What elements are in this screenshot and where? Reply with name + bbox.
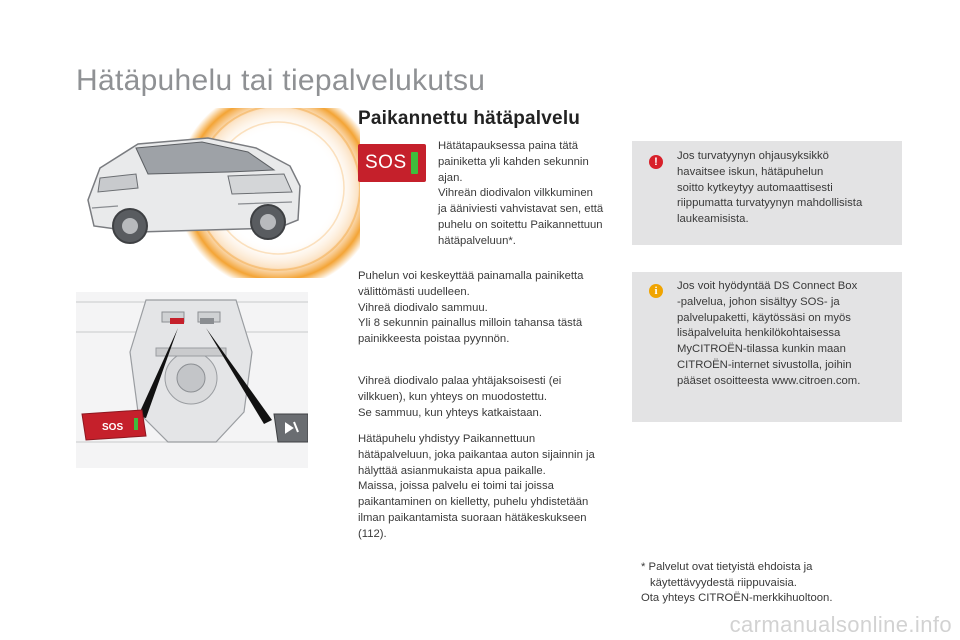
text-line: vilkkuen), kun yhteys on muodostettu. [358,390,548,403]
text-line: hätäpalveluun, joka paikantaa auton sijainnin ja [358,448,595,461]
info-box [632,272,902,422]
text-line: palvelupaketti, käytössäsi on myös [677,311,851,324]
text-line: paikantaminen on kielletty, puhelu yhdistetään [358,496,589,509]
text-line: pääset osoitteesta www.citroen.com. [677,374,861,387]
sos-description [438,139,603,250]
text-line: puhelu on soitettu Paikannettuun [438,218,603,231]
text-line: ja ääniviesti vahvistavat sen, että [438,203,604,216]
text-line: soitto kytkeytyy automaattisesti [677,181,833,194]
text-line: Vihreän diodivalon vilkkuminen [438,187,593,200]
text-line: lisäpalveluita henkilökohtaisessa [677,327,841,340]
text-line: painiketta yli kahden sekunnin [438,155,589,168]
text-line: ilman paikantamista suoraan hätäkeskukseen [358,511,587,524]
page-title: Hätäpuhelu tai tiepalvelukutsu [76,64,486,97]
warning-exclamation-icon: ! [649,155,663,169]
text-line: -palvelua, johon sisältyy SOS- ja [677,295,840,308]
text-line: Jos turvatyynyn ohjausyksikkö [677,150,829,162]
console-sos-label: SOS [102,422,124,433]
text-line: Jos voit hyödyntää DS Connect Box [677,280,858,292]
warning-box [632,141,902,245]
text-line: Yli 8 sekunnin painallus milloin tahansa tästä [358,317,583,330]
text-line: painikkeesta poistaa pyynnön. [358,333,510,346]
text-line: hätäpalveluun*. [438,234,516,247]
text-line: Vihreä diodivalo palaa yhtäjaksoisesti (ei [358,375,562,387]
status-paragraph [358,374,561,421]
text-line: Se sammuu, kun yhteys katkaistaan. [358,406,542,419]
text-line: Hätäpuhelu yhdistyy Paikannettuun [358,433,536,445]
cancel-paragraph [358,269,583,348]
text-line: välittömästi uudelleen. [358,285,470,298]
text-line: CITROËN-internet sivustolla, joihin [677,358,852,371]
sos-button-label: SOS [365,152,407,173]
text-line: * Palvelut ovat tietyistä ehdoista ja [641,561,813,573]
footnote [641,560,832,607]
info-text [677,279,860,390]
text-line: Puhelun voi keskeyttää painamalla painiketta [358,270,584,282]
text-line: (112). [358,527,387,540]
sos-button-graphic [358,144,426,182]
text-line: käytettävyydestä riippuvaisia. [650,576,797,589]
text-line: hälyttää asianmukaista apua paikalle. [358,464,546,477]
text-line: laukeamisista. [677,213,749,226]
text-line: ajan. [438,171,463,184]
text-line: Vihreä diodivalo sammuu. [358,301,488,314]
routing-paragraph [358,432,595,543]
info-icon: i [649,284,663,298]
text-line: Maissa, joissa palvelu ei toimi tai joissa [358,480,554,493]
text-line: Ota yhteys CITROËN-merkkihuoltoon. [641,592,833,604]
roof-console-illustration [76,292,308,468]
text-line: havaitsee iskun, hätäpuhelun [677,165,824,178]
text-line: MyCITROËN-tilassa kunkin maan [677,343,846,356]
green-led-icon [411,152,418,174]
watermark: carmanualsonline.info [729,612,952,637]
warning-text [677,149,862,228]
text-line: riippumatta turvatyynyn mahdollisista [677,197,863,210]
car-illustration [78,108,360,278]
text-line: Hätätapauksessa paina tätä [438,140,579,152]
section-title: Paikannettu hätäpalvelu [358,108,581,129]
